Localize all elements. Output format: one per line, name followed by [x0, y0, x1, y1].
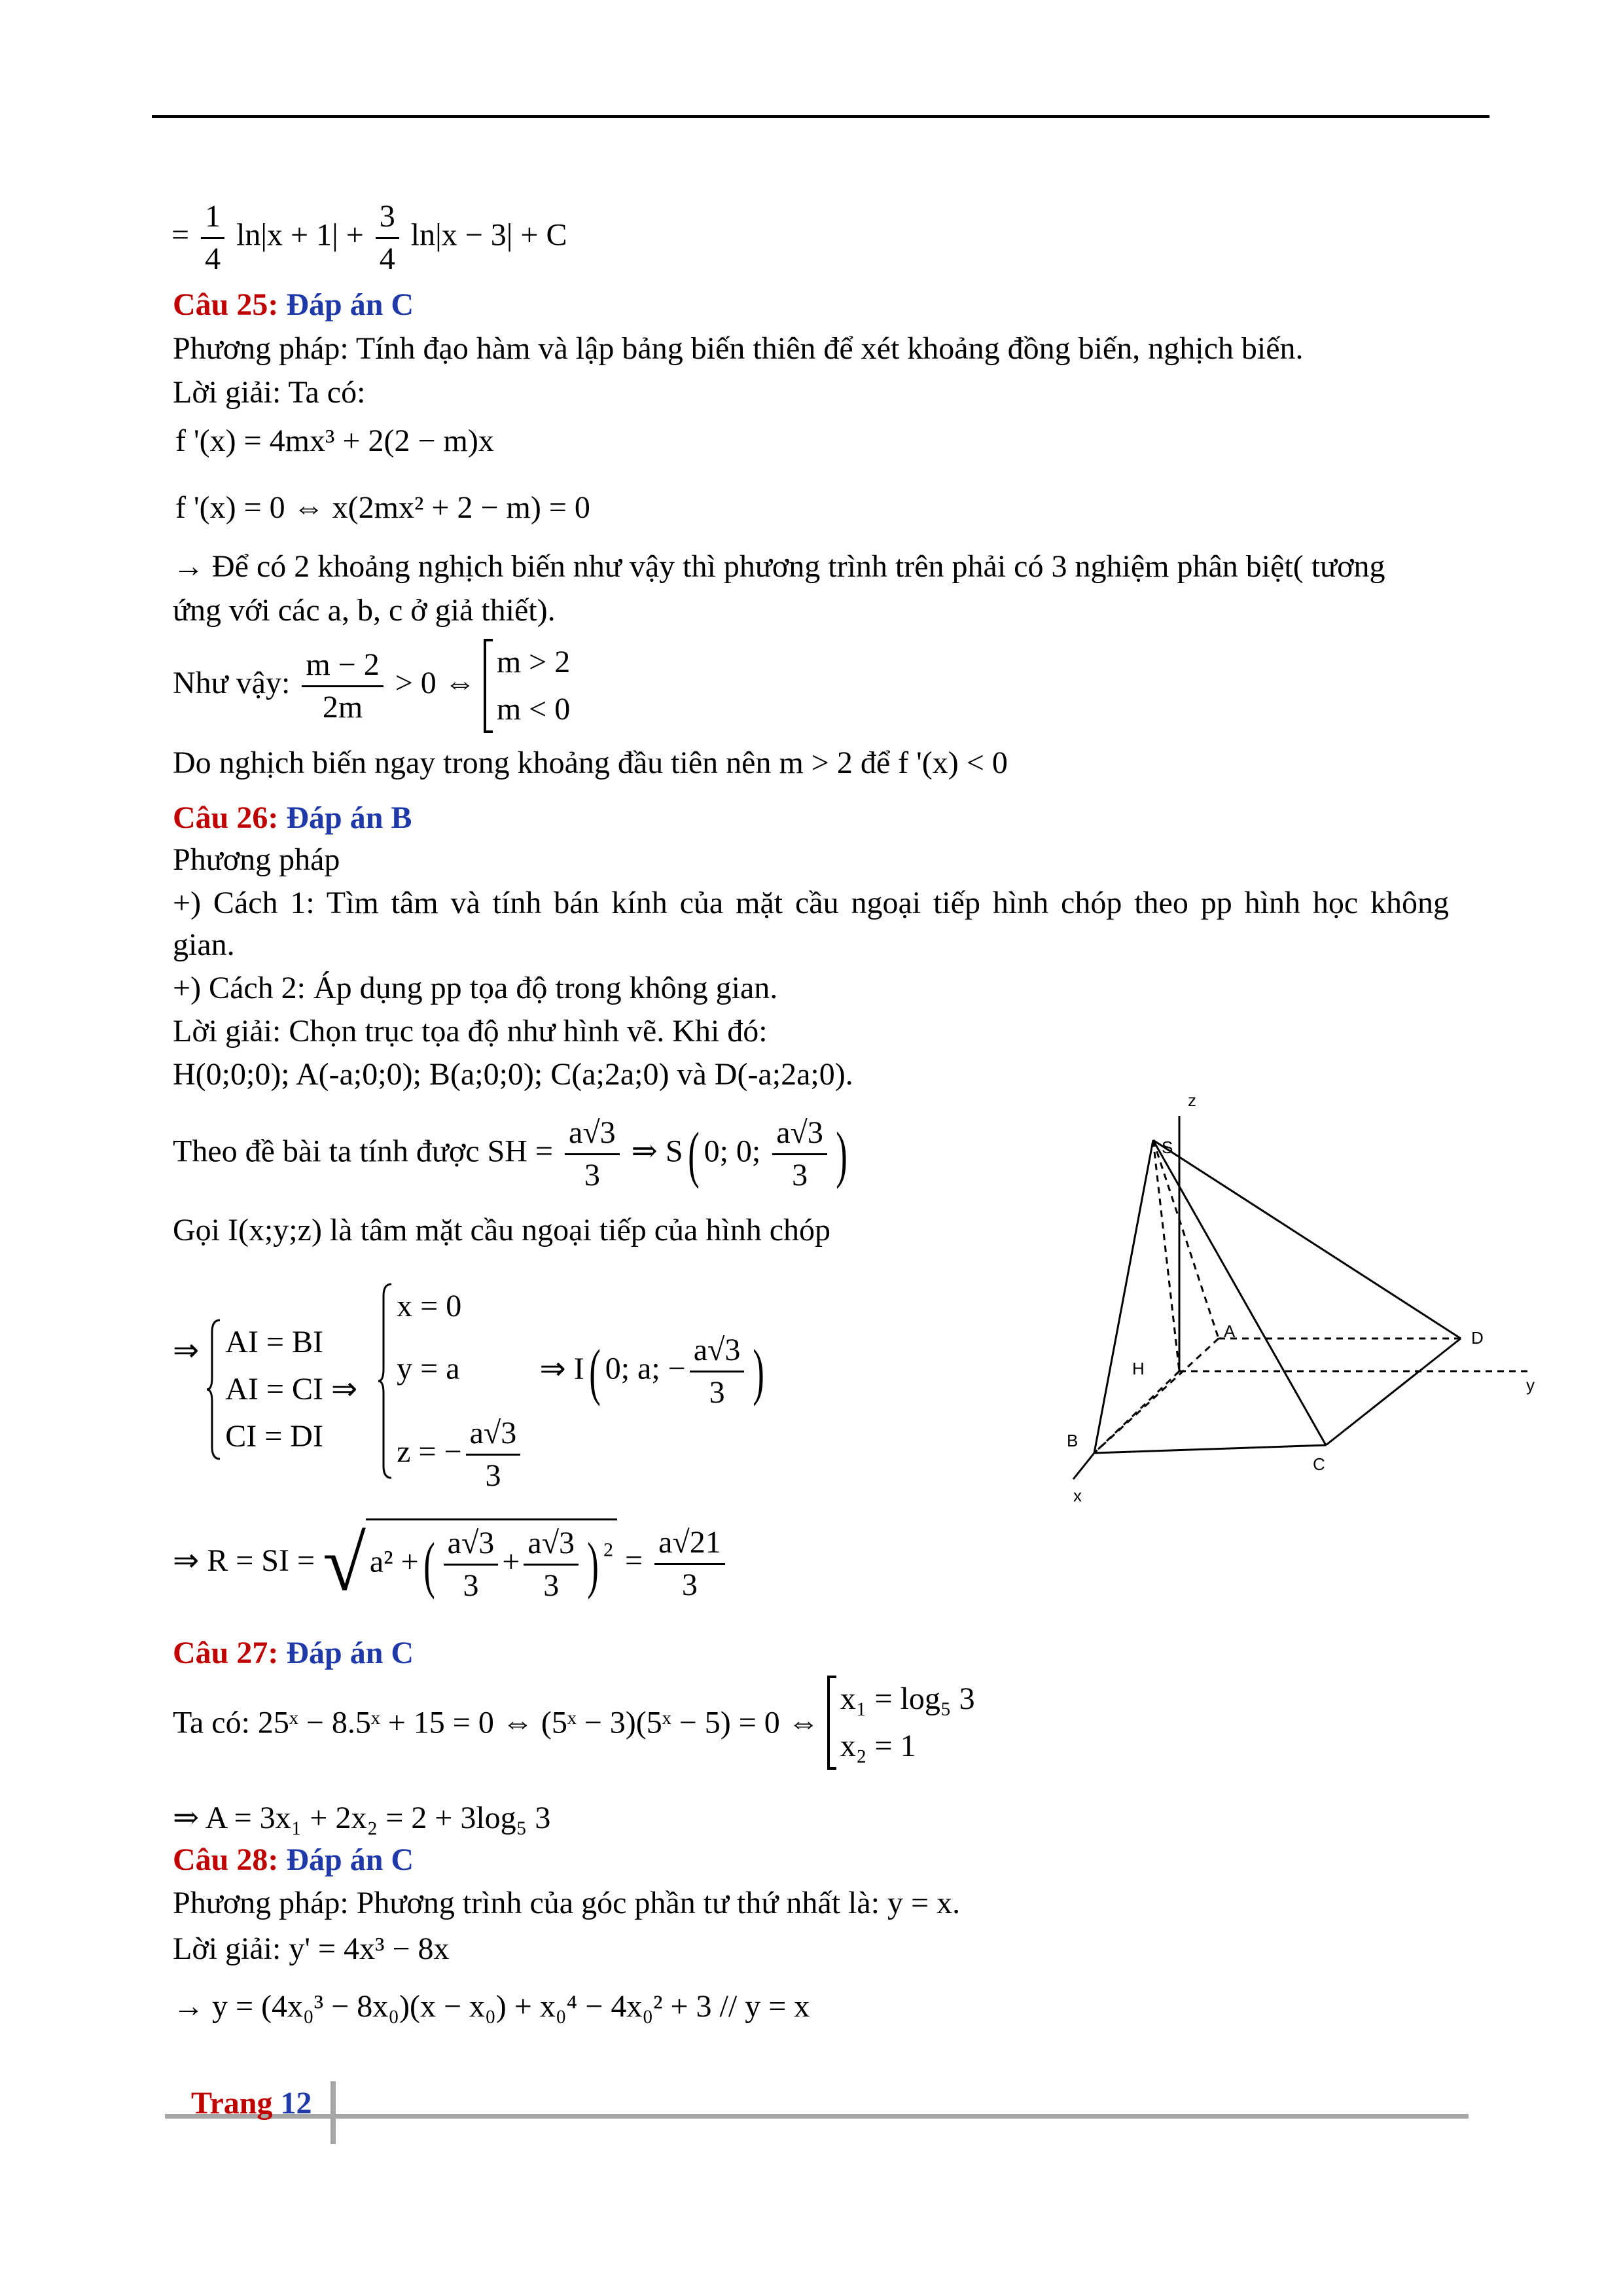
pyramid-figure: [995, 1080, 1544, 1525]
q26-method-1-line1: +) Cách 1: Tìm tâm và tính bán kính của mặt cầu ngoại tiếp hình chóp theo pp hình học không: [173, 886, 1449, 920]
footer-separator: [330, 2081, 336, 2144]
q25-method: Phương pháp: Tính đạo hàm và lập bảng biến thiên để xét khoảng đồng biến, nghịch biến.: [173, 331, 1304, 366]
fig-label-a: A: [1224, 1321, 1236, 1341]
q26-method-1-line2: gian.: [173, 927, 235, 962]
fig-label-z: z: [1188, 1090, 1196, 1110]
q25-note-line2: ứng với các a, b, c ở giả thiết).: [173, 593, 556, 628]
q25-conclusion: Do nghịch biến ngay trong khoảng đầu tiên nên m > 2 để f '(x) < 0: [173, 745, 1008, 780]
q26-system: ⇒ AI = BI AI = CI ⇒ CI = DI x = 0 y = a ⇒ I( 0; a; − $\frac{a√3}{3}$ ) z = − $\frac{a√3}{3}$: [173, 1283, 769, 1496]
q26-center-def: Gọi I(x;y;z) là tâm mặt cầu ngoại tiếp của hình chóp: [173, 1213, 830, 1247]
q25-equation-zero: f '(x) = 0 ⇔ x(2mx² + 2 − m) = 0: [175, 490, 590, 525]
question-26-heading: Câu 26: Đáp án B: [173, 800, 412, 835]
q26-system-left: AI = BI AI = CI ⇒ CI = DI: [207, 1319, 357, 1460]
footer-rule: [165, 2114, 1469, 2119]
fig-label-s: S: [1162, 1138, 1173, 1157]
q25-condition: Như vậy: $\frac{m - 2}{2m}$ > 0 ⇔ m > 2 m < 0: [173, 639, 570, 733]
q28-tangent: → y = (4x₀³ − 8x₀)(x − x₀) + x₀⁴ − 4x₀² + 3 // y = x: [173, 1989, 810, 2024]
page-number: Trang 12: [191, 2086, 312, 2121]
q25-case-bracket: m > 2 m < 0: [484, 639, 570, 733]
fig-label-x: x: [1073, 1486, 1082, 1505]
q27-equation: Ta có: 25ˣ − 8.5ˣ + 15 = 0 ⇔ (5ˣ − 3)(5ˣ − 5) = 0 ⇔ x₁ = log₅ 3 x₂ = 1: [173, 1676, 975, 1770]
q27-case-bracket: x₁ = log₅ 3 x₂ = 1: [827, 1676, 975, 1770]
question-25-heading: Câu 25: Đáp án C: [173, 287, 414, 322]
fig-label-b: B: [1067, 1431, 1079, 1450]
q26-method: Phương pháp: [173, 842, 340, 877]
header-rule: [152, 115, 1489, 118]
q25-note-line1: → Để có 2 khoảng nghịch biến như vậy thì phương trình trên phải có 3 nghiệm phân biệt( tương: [173, 549, 1385, 584]
q26-coordinates: H(0;0;0); A(-a;0;0); B(a;0;0); C(a;2a;0) và D(-a;2a;0).: [173, 1057, 853, 1092]
question-27-heading: Câu 27: Đáp án C: [173, 1636, 414, 1670]
q28-derivative: Lời giải: y' = 4x³ − 8x: [173, 1931, 450, 1966]
q25-solution-label: Lời giải: Ta có:: [173, 375, 366, 410]
q26-method-2: +) Cách 2: Áp dụng pp tọa độ trong không gian.: [173, 971, 778, 1005]
fig-label-d: D: [1471, 1328, 1484, 1348]
q26-height-sh: Theo đề bài ta tính được SH = $\frac{a√3}{3}$ ⇒ S( 0; 0; $\frac{a√3}{3}$ ): [173, 1113, 852, 1196]
q26-solution: Lời giải: Chọn trục tọa độ như hình vẽ. Khi đó:: [173, 1014, 768, 1049]
fig-label-h: H: [1132, 1359, 1145, 1378]
fig-label-c: C: [1313, 1454, 1325, 1474]
question-28-heading: Câu 28: Đáp án C: [173, 1842, 414, 1877]
q26-system-right: x = 0 y = a ⇒ I( 0; a; − $\frac{a√3}{3}$ ) z = − $\frac{a√3}{3}$: [378, 1283, 769, 1496]
q28-method: Phương pháp: Phương trình của góc phần tư thứ nhất là: y = x.: [173, 1886, 961, 1920]
fig-label-y: y: [1526, 1375, 1535, 1395]
q26-radius: ⇒ R = SI = √ a² +( $\frac{a√3}{3}$ + $\frac{a√3}{3}$ ) $^2$ = $\frac{a√21}{3}$: [173, 1518, 729, 1609]
equation-result-previous: = $\frac{1}{4}$ ln|x + 1| + $\frac{3}{4}$ ln|x − 3| + C: [171, 196, 567, 279]
q25-equation-derivative: f '(x) = 4mx³ + 2(2 − m)x: [175, 423, 494, 458]
q27-result: ⇒ A = 3x₁ + 2x₂ = 2 + 3log₅ 3: [173, 1801, 551, 1835]
